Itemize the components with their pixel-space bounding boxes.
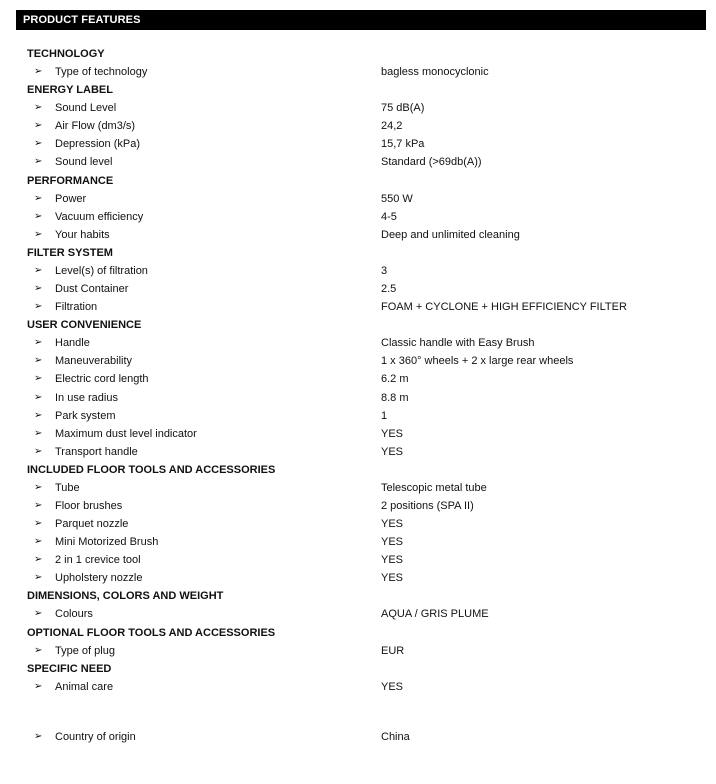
feature-row — [0, 389, 716, 407]
feature-label: Transport handle — [55, 445, 138, 458]
arrow-bullet-icon: ➢ — [34, 536, 43, 548]
feature-label: Your habits — [55, 228, 110, 241]
feature-label: Maneuverability — [55, 355, 133, 368]
feature-value: AQUA / GRIS PLUME — [381, 608, 489, 621]
section-title: TECHNOLOGY — [27, 48, 105, 60]
arrow-bullet-icon: ➢ — [34, 373, 43, 385]
feature-row — [0, 642, 716, 660]
section-header-row — [0, 172, 716, 190]
section-header-row — [0, 81, 716, 99]
arrow-bullet-icon: ➢ — [34, 680, 43, 692]
arrow-bullet-icon: ➢ — [34, 120, 43, 132]
section-title: USER CONVENIENCE — [27, 319, 142, 332]
feature-value: Classic handle with Easy Brush — [381, 337, 535, 350]
feature-value: YES — [381, 554, 404, 567]
arrow-bullet-icon: ➢ — [34, 518, 43, 530]
header-title: PRODUCT FEATURES — [23, 14, 141, 26]
feature-value: 4-5 — [381, 210, 397, 223]
arrow-bullet-icon: ➢ — [34, 301, 43, 313]
feature-label: Floor brushes — [55, 500, 123, 512]
arrow-bullet-icon: ➢ — [34, 228, 43, 240]
arrow-bullet-icon: ➢ — [34, 644, 43, 656]
feature-label: Parquet nozzle — [55, 518, 129, 531]
arrow-bullet-icon: ➢ — [34, 730, 43, 742]
feature-value: YES — [381, 445, 404, 458]
section-header-row — [0, 45, 716, 63]
arrow-bullet-icon: ➢ — [34, 445, 43, 457]
section-header-row — [0, 624, 716, 642]
arrow-bullet-icon: ➢ — [34, 481, 43, 493]
feature-row — [0, 226, 716, 244]
feature-label: Filtration — [55, 301, 98, 314]
feature-row — [0, 443, 716, 461]
arrow-bullet-icon: ➢ — [34, 355, 43, 367]
arrow-bullet-icon: ➢ — [34, 264, 43, 276]
section-title: FILTER SYSTEM — [27, 246, 113, 259]
feature-label: Type of plug — [55, 644, 115, 657]
feature-label: 2 in 1 crevice tool — [55, 554, 141, 567]
feature-row — [0, 533, 716, 551]
feature-row — [0, 425, 716, 443]
feature-row — [0, 135, 716, 153]
feature-label: Dust Container — [55, 283, 129, 296]
product-features-header — [16, 10, 706, 30]
feature-value: 75 dB(A) — [381, 102, 425, 115]
feature-value: 3 — [381, 264, 388, 277]
arrow-bullet-icon: ➢ — [34, 337, 43, 349]
feature-label: Air Flow (dm3/s) — [55, 120, 136, 133]
feature-row — [0, 280, 716, 298]
feature-label: Power — [55, 192, 87, 205]
feature-label: Park system — [55, 409, 116, 422]
feature-label: Country of origin — [55, 730, 136, 743]
feature-label: Colours — [55, 608, 93, 621]
feature-row — [0, 298, 716, 316]
feature-label: Vacuum efficiency — [55, 210, 144, 223]
feature-value: China — [381, 730, 410, 743]
feature-row — [0, 352, 716, 370]
feature-row — [0, 63, 716, 81]
feature-value: YES — [381, 572, 404, 585]
arrow-bullet-icon: ➢ — [34, 210, 43, 222]
feature-label: Type of technology — [55, 66, 148, 79]
section-header-row — [0, 660, 716, 678]
feature-label: In use radius — [55, 391, 118, 404]
arrow-bullet-icon: ➢ — [34, 283, 43, 295]
feature-value: Deep and unlimited cleaning — [381, 228, 520, 241]
feature-row — [0, 479, 716, 497]
feature-label: Level(s) of filtration — [55, 264, 148, 277]
arrow-bullet-icon: ➢ — [34, 554, 43, 566]
feature-row — [0, 153, 716, 171]
feature-label: Animal care — [55, 680, 114, 693]
arrow-bullet-icon: ➢ — [34, 156, 43, 168]
feature-label: Maximum dust level indicator — [55, 427, 197, 440]
feature-label: Handle — [55, 337, 90, 350]
feature-value: 1 x 360° wheels + 2 x large rear wheels — [381, 355, 574, 368]
feature-value: YES — [381, 536, 404, 549]
section-header-row — [0, 244, 716, 262]
feature-value: 6.2 m — [381, 373, 409, 386]
arrow-bullet-icon: ➢ — [34, 102, 43, 114]
arrow-bullet-icon: ➢ — [34, 192, 43, 204]
arrow-bullet-icon: ➢ — [34, 409, 43, 421]
feature-value: EUR — [381, 644, 405, 657]
feature-value: 8.8 m — [381, 391, 409, 404]
arrow-bullet-icon: ➢ — [34, 608, 43, 620]
feature-value: YES — [381, 518, 404, 531]
arrow-bullet-icon: ➢ — [34, 138, 43, 150]
arrow-bullet-icon: ➢ — [34, 391, 43, 403]
feature-label: Depression (kPa) — [55, 138, 140, 151]
feature-value: 1 — [381, 409, 388, 422]
section-title: INCLUDED FLOOR TOOLS AND ACCESSORIES — [27, 463, 276, 476]
feature-row — [0, 497, 716, 515]
arrow-bullet-icon: ➢ — [34, 572, 43, 584]
feature-value: 550 W — [381, 192, 413, 205]
section-title: DIMENSIONS, COLORS AND WEIGHT — [27, 590, 224, 603]
feature-row — [0, 605, 716, 623]
feature-row — [0, 99, 716, 117]
feature-value: YES — [381, 680, 404, 693]
section-title: PERFORMANCE — [27, 174, 114, 187]
feature-row — [0, 370, 716, 388]
feature-label: Tube — [55, 481, 80, 494]
section-title: ENERGY LABEL — [27, 84, 113, 97]
feature-value: 24,2 — [381, 120, 403, 133]
feature-row — [0, 117, 716, 135]
feature-row — [0, 262, 716, 280]
feature-row — [0, 407, 716, 425]
feature-row — [0, 569, 716, 587]
feature-row — [0, 334, 716, 352]
feature-value: Standard (>69db(A)) — [381, 156, 482, 169]
feature-row — [0, 551, 716, 569]
feature-label: Mini Motorized Brush — [55, 536, 159, 549]
feature-value: YES — [381, 427, 404, 440]
feature-value: 2 positions (SPA II) — [381, 500, 474, 512]
feature-row — [0, 728, 716, 746]
feature-value: Telescopic metal tube — [381, 481, 487, 494]
feature-value: 2.5 — [381, 283, 397, 296]
feature-row — [0, 190, 716, 208]
feature-label: Sound level — [55, 156, 113, 169]
arrow-bullet-icon: ➢ — [34, 500, 43, 511]
arrow-bullet-icon: ➢ — [34, 427, 43, 439]
feature-label: Electric cord length — [55, 373, 149, 386]
section-header-row — [0, 587, 716, 605]
feature-label: Upholstery nozzle — [55, 572, 143, 585]
feature-value: FOAM + CYCLONE + HIGH EFFICIENCY FILTER — [381, 301, 627, 314]
section-title: OPTIONAL FLOOR TOOLS AND ACCESSORIES — [27, 626, 276, 639]
section-header-row — [0, 461, 716, 479]
feature-label: Sound Level — [55, 102, 117, 115]
feature-row — [0, 678, 716, 696]
feature-row — [0, 515, 716, 533]
section-header-row — [0, 316, 716, 334]
feature-value: 15,7 kPa — [381, 138, 425, 151]
feature-value: bagless monocyclonic — [381, 66, 489, 79]
section-title: SPECIFIC NEED — [27, 662, 112, 675]
feature-row — [0, 208, 716, 226]
arrow-bullet-icon: ➢ — [34, 66, 43, 78]
